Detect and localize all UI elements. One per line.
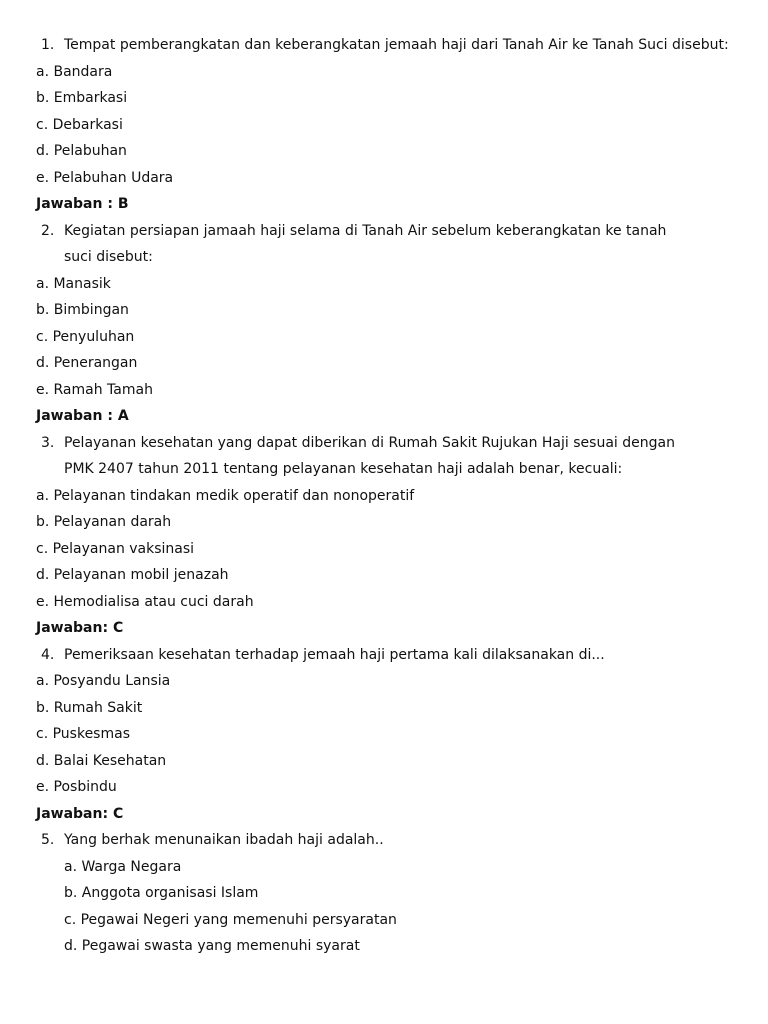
question-text: Yang berhak menunaikan ibadah haji adalah..: [64, 832, 384, 848]
option-b: b. Rumah Sakit: [36, 699, 143, 716]
question-number: 4.: [41, 646, 55, 663]
answer-4: Jawaban: C: [36, 805, 124, 822]
option-c: c. Pelayanan vaksinasi: [36, 540, 195, 557]
question-4: [36, 642, 736, 669]
option-b: b. Embarkasi: [36, 90, 128, 106]
option-b: b. Pelayanan darah: [36, 514, 172, 530]
question-1: [36, 32, 736, 59]
option-a: a. Bandara: [36, 63, 113, 80]
question-3: [36, 430, 706, 483]
option-b: b. Anggota organisasi Islam: [64, 885, 259, 901]
option-c: c. Pegawai Negeri yang memenuhi persyaratan: [64, 911, 397, 928]
option-a: a. Manasik: [36, 275, 111, 292]
answer-3: Jawaban: C: [36, 620, 124, 636]
option-c: c. Debarkasi: [36, 116, 123, 133]
option-e: e. Pelabuhan Udara: [36, 169, 174, 186]
option-c: c. Puskesmas: [36, 726, 130, 742]
question-text: Pelayanan kesehatan yang dapat diberikan di Rumah Sakit Rujukan Haji sesuai dengan PMK 2407 tahun 2011 tentang pelayanan kesehatan haji adalah benar, kecuali:: [64, 434, 675, 477]
option-e: e. Hemodialisa atau cuci darah: [36, 593, 254, 610]
option-d: d. Balai Kesehatan: [36, 752, 167, 769]
option-d: d. Pelayanan mobil jenazah: [36, 567, 229, 583]
option-a: a. Warga Negara: [64, 858, 182, 875]
question-2: [36, 218, 691, 271]
option-a: a. Posyandu Lansia: [36, 673, 171, 689]
option-b: b. Bimbingan: [36, 302, 129, 318]
option-e: e. Ramah Tamah: [36, 381, 153, 398]
question-text: Pemeriksaan kesehatan terhadap jemaah haji pertama kali dilaksanakan di...: [64, 646, 605, 663]
question-number: 2.: [41, 222, 55, 239]
question-text: Tempat pemberangkatan dan keberangkatan jemaah haji dari Tanah Air ke Tanah Suci disebut:: [64, 37, 729, 53]
question-number: 1.: [41, 37, 55, 53]
question-number: 5.: [41, 832, 55, 848]
answer-2: Jawaban : A: [36, 408, 129, 424]
question-5: [36, 827, 736, 854]
answer-1: Jawaban : B: [36, 196, 129, 212]
option-c: c. Penyuluhan: [36, 328, 135, 345]
option-d: d. Pegawai swasta yang memenuhi syarat: [64, 938, 360, 954]
option-e: e. Posbindu: [36, 779, 117, 795]
question-number: 3.: [41, 434, 55, 451]
document-page: [36, 32, 736, 960]
option-d: d. Penerangan: [36, 355, 138, 371]
option-a: a. Pelayanan tindakan medik operatif dan nonoperatif: [36, 487, 415, 504]
option-d: d. Pelabuhan: [36, 143, 127, 159]
question-text: Kegiatan persiapan jamaah haji selama di Tanah Air sebelum keberangkatan ke tanah suci disebut:: [64, 222, 667, 265]
